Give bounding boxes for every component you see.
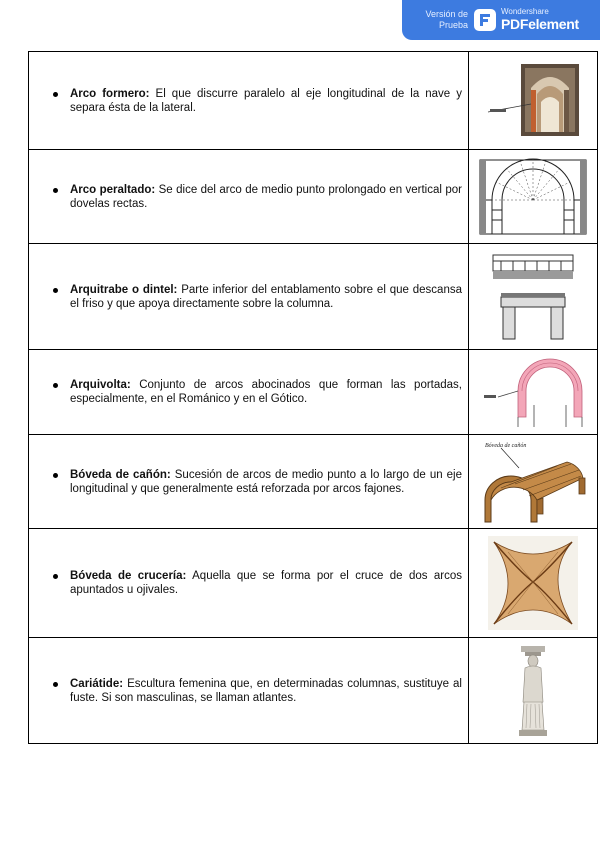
- term: Arquitrabe o dintel:: [70, 283, 178, 296]
- arco-peraltado-drawing: [478, 156, 588, 238]
- illustration-cell: [469, 244, 598, 350]
- boveda-cruceria-drawing: [488, 536, 578, 630]
- glossary-entry: [49, 183, 462, 211]
- bullet-icon: [53, 288, 58, 293]
- definition-cell: [29, 435, 469, 529]
- glossary-entry: [49, 677, 462, 705]
- glossary-entry: [49, 283, 462, 311]
- illustration-cell: [469, 638, 598, 744]
- term: Bóveda de crucería:: [70, 570, 187, 582]
- bullet-icon: [53, 383, 58, 388]
- product-name: PDFelement: [501, 16, 579, 32]
- definition: Aquella que se forma por el cruce de dos arcos apuntados u ojivales.: [70, 570, 463, 596]
- definition-cell: [29, 150, 469, 244]
- bullet-icon: [53, 188, 58, 193]
- trial-version-label: [412, 9, 468, 31]
- glossary-row: [29, 435, 598, 529]
- arquitrabe-drawing: [491, 251, 575, 343]
- definition: Parte inferior del entablamento sobre el que descansa el friso y que apoya directamente sobre la columna.: [70, 283, 462, 310]
- glossary-row: [29, 52, 598, 150]
- bullet-icon: [53, 682, 58, 687]
- definition-cell: [29, 638, 469, 744]
- glossary-row: [29, 350, 598, 435]
- trial-version-line1: Versión de: [425, 9, 468, 19]
- illustration-cell: [469, 52, 598, 150]
- bullet-icon: [53, 574, 58, 579]
- term: Cariátide:: [70, 677, 124, 690]
- term: Arquivolta:: [70, 379, 131, 391]
- illustration-cell: [469, 150, 598, 244]
- brand-name: Wondershare: [501, 7, 549, 16]
- glossary-row: [29, 529, 598, 638]
- glossary-entry: [49, 468, 462, 496]
- glossary-row: [29, 638, 598, 744]
- arco-formero-photo: [485, 62, 581, 140]
- term: Arco formero:: [70, 87, 150, 100]
- definition: Se dice del arco de medio punto prolongado en vertical por dovelas rectas.: [70, 183, 462, 210]
- definition-cell: [29, 350, 469, 435]
- bullet-icon: [53, 473, 58, 478]
- arquivolta-drawing: [478, 355, 588, 429]
- definition: Escultura femenina que, en determinadas columnas, sustituye al fuste. Si son masculinas, se llaman atlantes.: [70, 677, 462, 704]
- glossary-row: [29, 150, 598, 244]
- definition-cell: [29, 244, 469, 350]
- bullet-icon: [53, 92, 58, 97]
- cariatide-photo: [513, 644, 553, 738]
- boveda-canon-label: Bóveda de cañón: [485, 442, 527, 449]
- pdfelement-trial-watermark: [402, 0, 600, 40]
- illustration-cell: [469, 529, 598, 638]
- boveda-canon-drawing: [475, 438, 591, 526]
- glossary-row: [29, 244, 598, 350]
- definition: Conjunto de arcos abocinados que forman las portadas, especialmente, en el Románico y en el Gótico.: [70, 379, 463, 405]
- term: Bóveda de cañón:: [70, 468, 171, 481]
- definition-cell: [29, 52, 469, 150]
- glossary-entry: [49, 378, 462, 406]
- definition: Sucesión de arcos de medio punto a lo largo de un eje longitudinal y que generalmente está reforzada por arcos fajones.: [70, 468, 462, 495]
- illustration-cell: [469, 435, 598, 529]
- term: Arco peraltado:: [70, 183, 156, 196]
- definition-cell: [29, 529, 469, 638]
- glossary-entry: [49, 87, 462, 115]
- pdfelement-logo-icon: [474, 9, 496, 31]
- glossary-table: [28, 51, 598, 744]
- glossary-entry: [49, 569, 462, 597]
- illustration-cell: [469, 350, 598, 435]
- definition: El que discurre paralelo al eje longitudinal de la nave y separa ésta de la lateral.: [70, 87, 462, 114]
- trial-version-line2: Prueba: [438, 20, 468, 30]
